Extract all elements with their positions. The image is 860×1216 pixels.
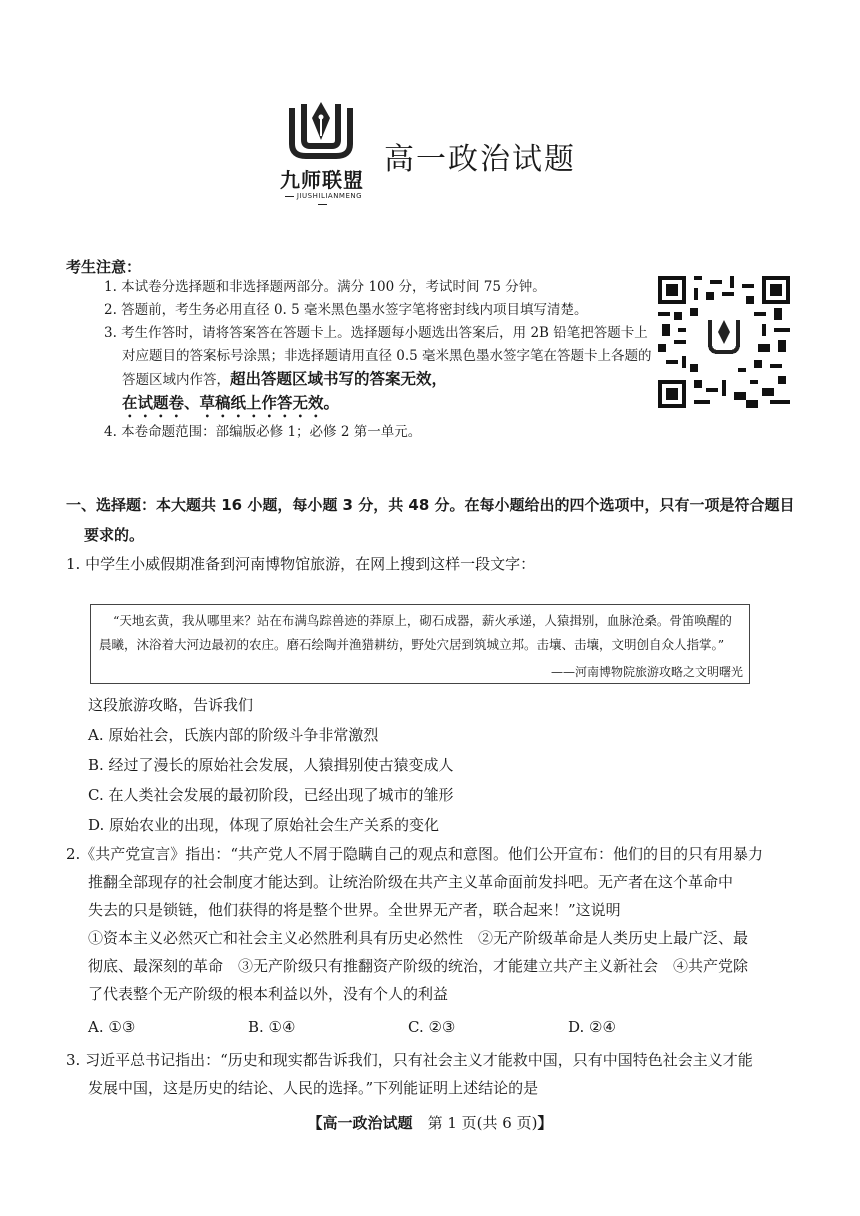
question-1-option-b: B. 经过了漫长的原始社会发展，人猿揖别使古猿变成人 <box>88 756 454 774</box>
question-2-statement-3: 了代表整个无产阶级的根本利益以外，没有个人的利益 <box>88 985 449 1003</box>
notice-item-3 <box>104 322 654 421</box>
question-1-option-a: A. 原始社会，氏族内部的阶级斗争非常激烈 <box>88 726 379 744</box>
logo-text: 九师联盟 <box>280 168 364 192</box>
question-3-line-1: 3. 习近平总书记指出：“历史和现实都告诉我们，只有社会主义才能救中国，只有中国特色社会主义才能 <box>66 1051 753 1069</box>
question-3-line-2: 发展中国，这是历史的结论、人民的选择。”下列能证明上述结论的是 <box>88 1079 539 1097</box>
question-2-statement-2: 彻底、最深刻的革命 ③无产阶级只有推翻资产阶级的统治，才能建立共产主义新社会 ④共产党除 <box>88 957 749 975</box>
section-heading-line-2: 要求的。 <box>84 526 145 544</box>
pen-nib-logo-icon <box>286 100 356 162</box>
logo <box>276 100 368 205</box>
question-2-option-c: C. ②③ <box>408 1018 456 1036</box>
notice-list <box>104 276 654 444</box>
question-2-option-d: D. ②④ <box>568 1018 616 1036</box>
quote-box <box>90 604 750 684</box>
footer-bracket-right: 】 <box>537 1114 553 1132</box>
question-2-option-a: A. ①③ <box>88 1018 136 1036</box>
page-title: 高一政治试题 <box>384 142 576 177</box>
section-heading <box>66 490 806 550</box>
question-1-option-c: C. 在人类社会发展的最初阶段，已经出现了城市的雏形 <box>88 786 454 804</box>
notice-item-4: 4. 本卷命题范围：部编版必修 1；必修 2 第一单元。 <box>104 424 422 440</box>
notice-item-3-warning-1: 超出答题区域书写的答案无效， <box>230 370 448 388</box>
notice-item-1: 1. 本试卷分选择题和非选择题两部分。满分 100 分，考试时间 75 分钟。 <box>104 279 546 295</box>
section-heading-line-1: 一、选择题：本大题共 16 小题，每小题 3 分，共 48 分。在每小题给出的四个选项中，只有一项是符合题目 <box>66 496 795 514</box>
qr-code-icon <box>658 276 790 408</box>
question-2-statement-1: ①资本主义必然灭亡和社会主义必然胜利具有历史必然性 ②无产阶级革命是人类历史上最广泛、最 <box>88 929 749 947</box>
notice-item-3-text: 3. 考生作答时，请将答案答在答题卡上。选择题每小题选出答案后，用 2B 铅笔把答题卡上对应题目的答案标号涂黑；非选择题请用直径 0.5 毫米黑色墨水签字笔在答题卡上各题的答题区域内作答， <box>104 325 652 388</box>
question-1-ask: 这段旅游攻略，告诉我们 <box>88 696 254 714</box>
question-2-options <box>88 1018 728 1036</box>
question-1-stem: 1. 中学生小威假期准备到河南博物馆旅游，在网上搜到这样一段文字： <box>66 555 536 573</box>
question-3-stem <box>66 1046 806 1102</box>
footer-title: 高一政治试题 <box>322 1114 413 1132</box>
question-2-line-3: 失去的只是锁链，他们获得的将是整个世界。全世界无产者，联合起来！”这说明 <box>88 901 621 919</box>
logo-subtext: JIUSHILIANMENG <box>276 192 368 208</box>
question-1-option-d: D. 原始农业的出现，体现了原始社会生产关系的变化 <box>88 816 440 834</box>
page-footer <box>0 1112 860 1133</box>
question-2-stem <box>66 840 806 1008</box>
notice-heading: 考生注意： <box>66 258 142 276</box>
footer-bracket-left: 【 <box>307 1114 323 1132</box>
footer-page-number: 第 1 页(共 6 页) <box>412 1114 538 1132</box>
question-2-option-b: B. ①④ <box>248 1018 296 1036</box>
quote-text: “天地玄黄，我从哪里来？站在布满鸟踪兽迹的莽原上，砌石成器，薪火承递，人猿揖别，血脉沧桑。骨笛唤醒的晨曦，沐浴着大河边最初的农庄。磨石绘陶并渔猎耕纺，野处穴居到筑城立邦。击壤、击壤，文明创自众人指掌。” <box>99 613 732 652</box>
notice-item-2: 2. 答题前，考生务必用直径 0. 5 毫米黑色墨水签字笔将密封线内项目填写清楚。 <box>104 302 588 318</box>
notice-item-3-warning-2: 在试题卷、草稿纸上作答无效。 <box>122 394 340 412</box>
quote-source: ——河南博物院旅游攻略之文明曙光 <box>550 665 743 679</box>
question-2-line-1: 2.《共产党宣言》指出：“共产党人不屑于隐瞒自己的观点和意图。他们公开宣布：他们的目的只有用暴力 <box>66 845 763 863</box>
question-2-line-2: 推翻全部现存的社会制度才能达到。让统治阶级在共产主义革命面前发抖吧。无产者在这个革命中 <box>88 873 734 891</box>
